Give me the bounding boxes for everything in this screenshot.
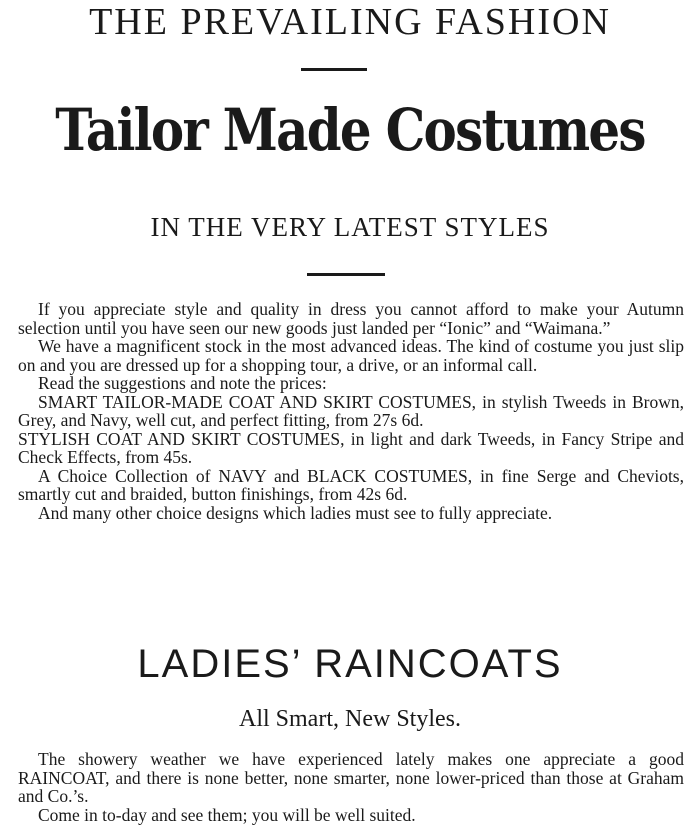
divider-rule: [301, 68, 367, 71]
body-paragraph: We have a magnificent stock in the most advanced ideas. The kind of costume you just slip on and you are dressed up for a shopping tour, a drive, or an informal call.: [18, 336, 684, 375]
raincoats-body-text: [18, 750, 684, 824]
main-title: Tailor Made Costumes: [55, 96, 645, 164]
body-paragraph: Come in to-day and see them; you will be well suited.: [38, 804, 416, 825]
body-paragraph: Read the suggestions and note the prices:: [38, 373, 327, 393]
subtitle: IN THE VERY LATEST STYLES: [150, 212, 550, 242]
price-item: SMART TAILOR-MADE COAT AND SKIRT COSTUMES, in stylish Tweeds in Brown, Grey, and Navy, well cut, and perfect fitting, from 27s 6d.: [18, 391, 684, 430]
divider-rule: [307, 273, 385, 276]
body-paragraph: The showery weather we have experienced lately makes one appreciate a good RAINCOAT, and there is none better, none smarter, none lower-priced than those at Graham and Co.’s.: [18, 749, 684, 806]
price-item: A Choice Collection of NAVY and BLACK COSTUMES, in fine Serge and Cheviots, smartly cut and braided, button finishings, from 42s 6d.: [18, 465, 684, 504]
costumes-body-text: [18, 300, 684, 522]
raincoats-heading: LADIES’ RAINCOATS: [137, 642, 563, 686]
body-paragraph: If you appreciate style and quality in dress you cannot afford to make your Autumn selection until you have seen our new goods just landed per “Ionic” and “Waimana.”: [18, 299, 684, 338]
body-paragraph: And many other choice designs which ladies must see to fully appreciate.: [38, 502, 553, 523]
raincoats-subheading: All Smart, New Styles.: [239, 706, 461, 732]
headline: THE PREVAILING FASHION: [89, 1, 611, 43]
price-item: STYLISH COAT AND SKIRT COSTUMES, in light and dark Tweeds, in Fancy Stripe and Check Effects, from 45s.: [18, 428, 684, 467]
